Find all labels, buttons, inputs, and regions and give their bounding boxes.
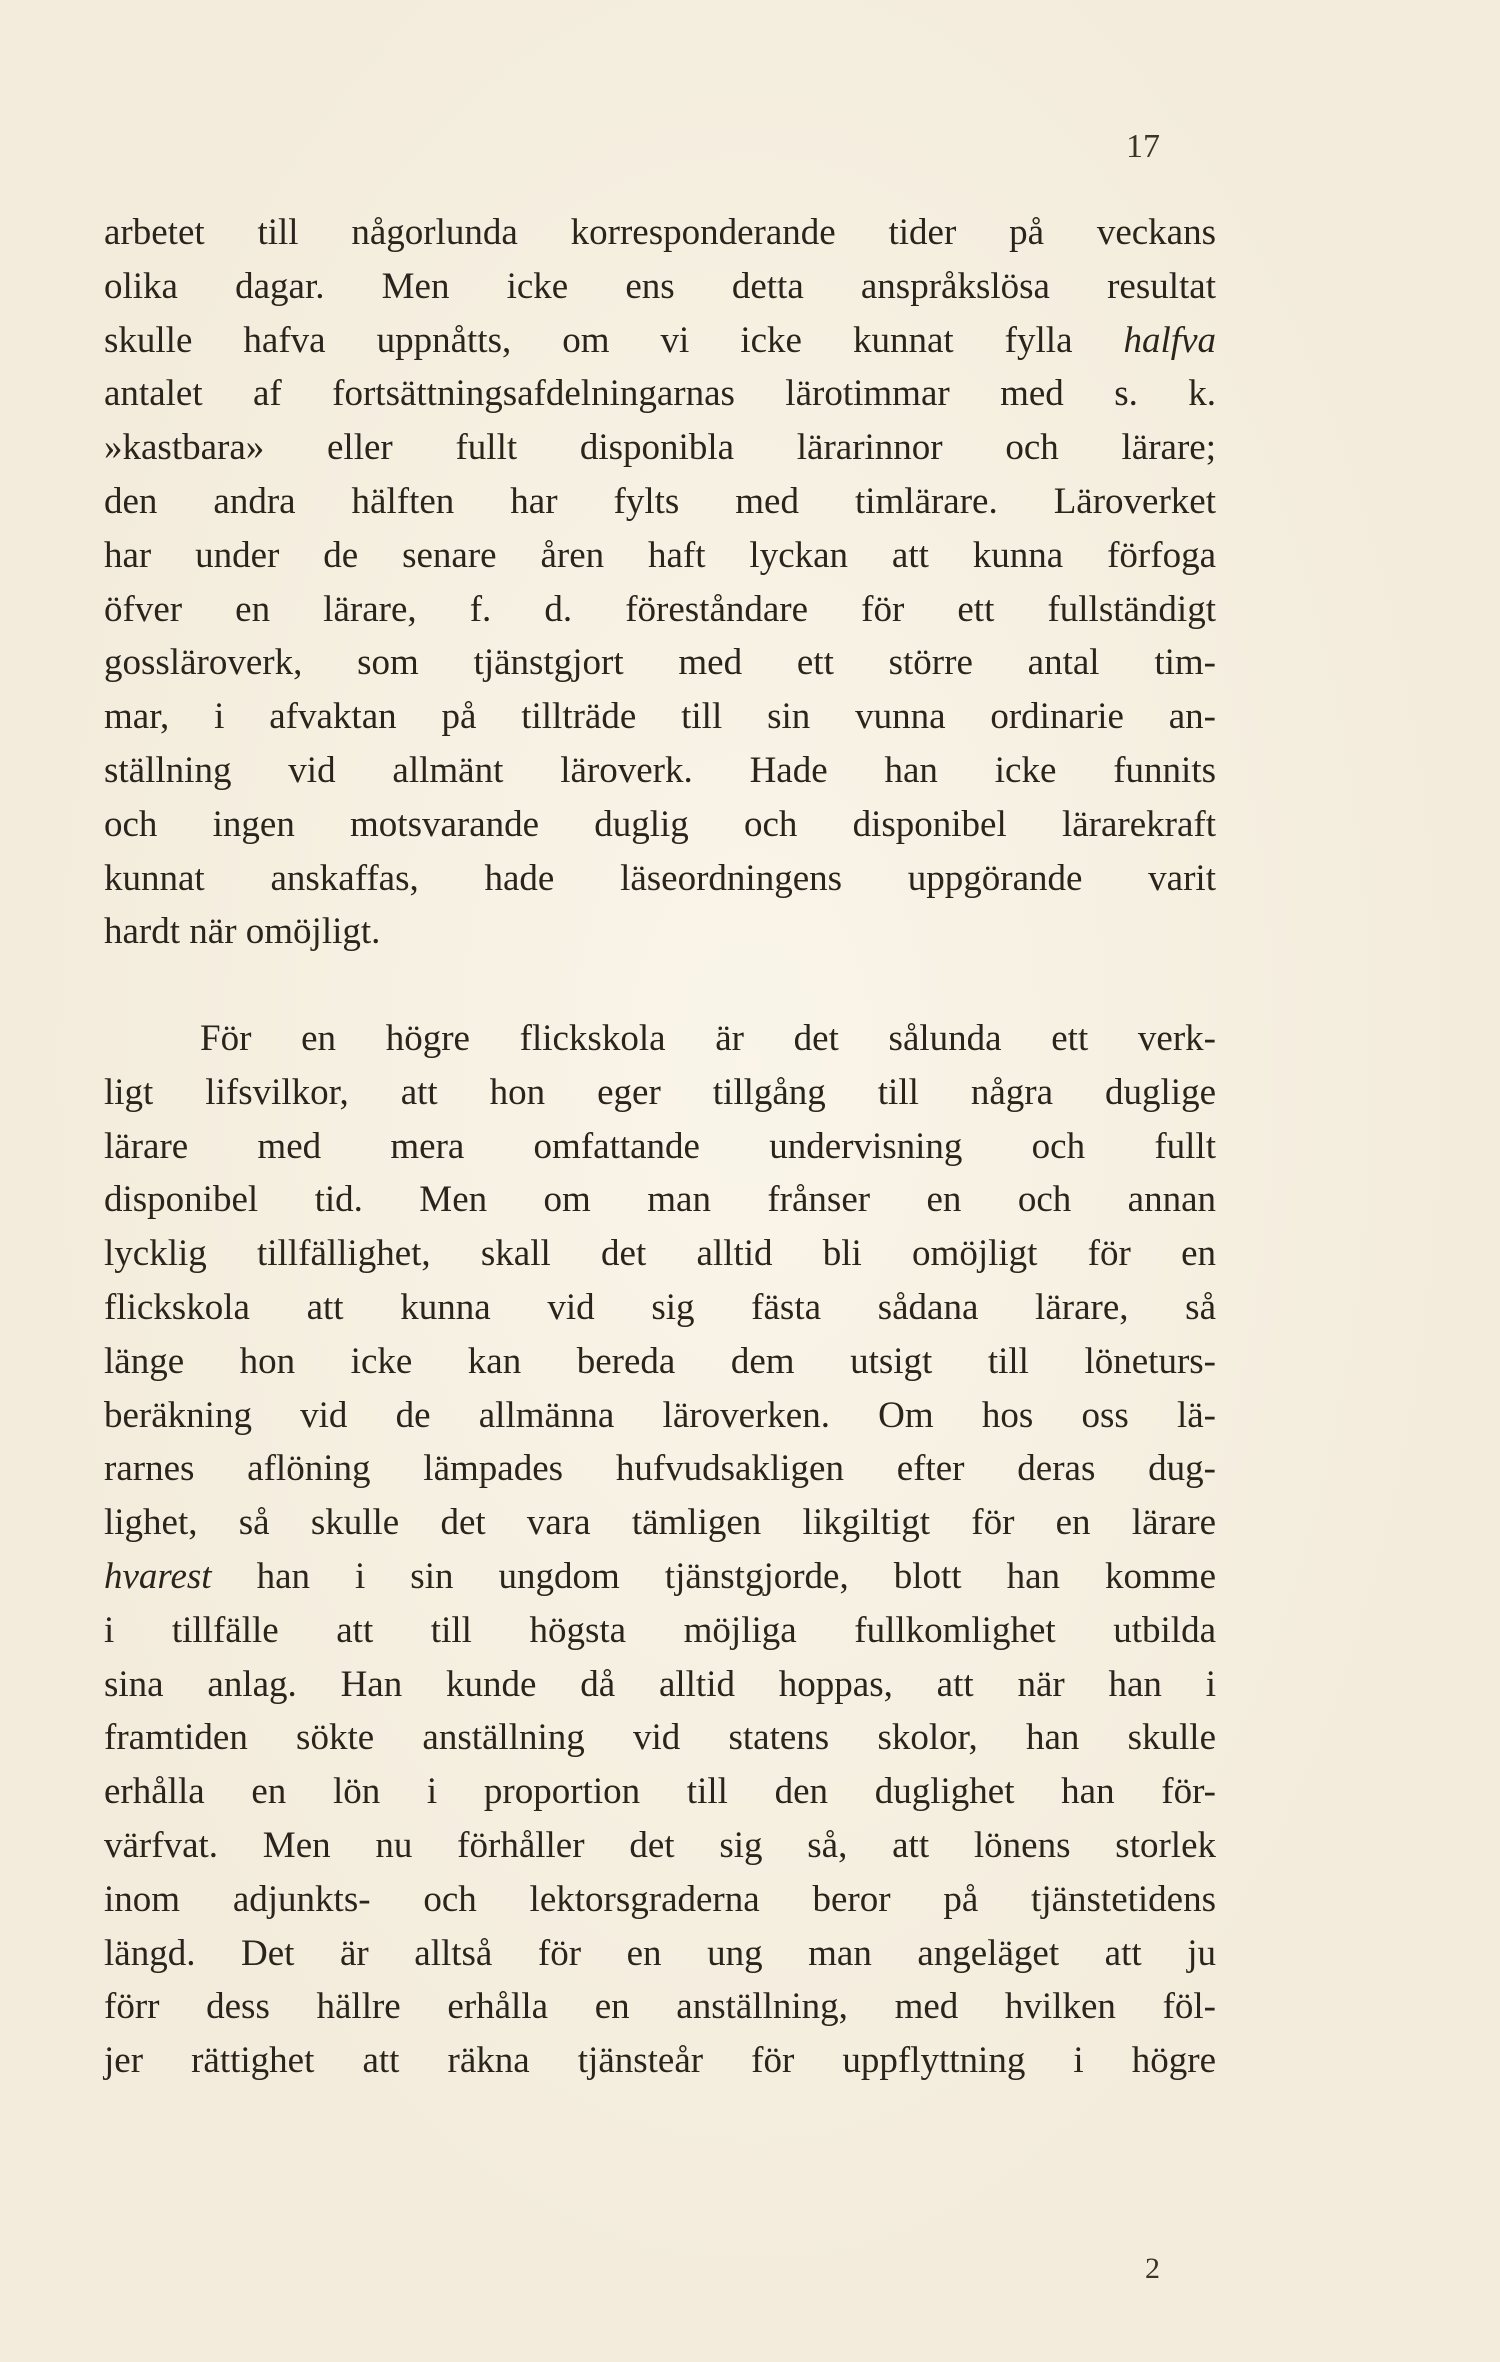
text-line: För en högre flickskola är det sålunda ett verk- bbox=[200, 1018, 1216, 1059]
signature-mark: 2 bbox=[1145, 2252, 1160, 2285]
page-number: 17 bbox=[1126, 128, 1160, 165]
text-line: disponibel tid. Men om man frånser en och annan bbox=[104, 1179, 1216, 1221]
paragraph-2 bbox=[104, 1012, 1216, 2088]
text-line: framtiden sökte anställning vid statens skolor, han skulle bbox=[104, 1717, 1216, 1759]
text-line: lärare med mera omfattande undervisning och fullt bbox=[104, 1125, 1216, 1167]
text-line: mar, i afvaktan på tillträde till sin vunna ordinarie an- bbox=[104, 696, 1216, 738]
text-line: den andra hälften har fylts med timlärare. Läroverket bbox=[104, 480, 1216, 522]
text-line bbox=[104, 1550, 1216, 1604]
text-line: »kastbara» eller fullt disponibla lärarinnor och lärare; bbox=[104, 427, 1216, 469]
italic-word: hvarest bbox=[104, 1555, 212, 1597]
text-line: har under de senare åren haft lyckan att kunna förfoga bbox=[104, 534, 1216, 576]
text-line: arbetet till någorlunda korresponderande tider på veckans bbox=[104, 212, 1216, 253]
text-line: gossläroverk, som tjänstgjort med ett större antal tim- bbox=[104, 642, 1216, 684]
text-line: flickskola att kunna vid sig fästa sådana lärare, så bbox=[104, 1286, 1216, 1328]
italic-word: halfva bbox=[1123, 319, 1217, 361]
text-line-segment: han i sin ungdom tjänstgjorde, blott han komme bbox=[256, 1555, 1216, 1597]
text-line: värfvat. Men nu förhåller det sig så, att lönens storlek bbox=[104, 1824, 1216, 1866]
text-line: förr dess hällre erhålla en anställning, med hvilken föl- bbox=[104, 1986, 1216, 2028]
text-line: rarnes aflöning lämpades hufvudsakligen efter deras dug- bbox=[104, 1448, 1216, 1490]
paragraph-1 bbox=[104, 206, 1216, 959]
text-line: antalet af fortsättningsafdelningarnas lärotimmar med s. k. bbox=[104, 373, 1216, 415]
text-line: jer rättighet att räkna tjänsteår för uppflyttning i högre bbox=[104, 2040, 1216, 2082]
text-line: i tillfälle att till högsta möjliga fullkomlighet utbilda bbox=[104, 1609, 1216, 1651]
text-line: ställning vid allmänt läroverk. Hade han icke funnits bbox=[104, 749, 1216, 791]
text-line: beräkning vid de allmänna läroverken. Om hos oss lä- bbox=[104, 1394, 1216, 1436]
text-line: hardt när omöjligt. bbox=[104, 911, 381, 953]
text-line bbox=[104, 314, 1216, 368]
text-line: länge hon icke kan bereda dem utsigt till löneturs- bbox=[104, 1340, 1216, 1382]
text-line: ligt lifsvilkor, att hon eger tillgång till några duglige bbox=[104, 1071, 1216, 1113]
text-line: lighet, så skulle det vara tämligen likgiltigt för en lärare bbox=[104, 1502, 1216, 1544]
text-line: öfver en lärare, f. d. föreståndare för ett fullständigt bbox=[104, 588, 1216, 630]
text-line: längd. Det är alltså för en ung man angeläget att ju bbox=[104, 1932, 1216, 1974]
text-line: erhålla en lön i proportion till den duglighet han för- bbox=[104, 1771, 1216, 1813]
text-line: lycklig tillfällighet, skall det alltid bli omöjligt för en bbox=[104, 1233, 1216, 1275]
text-line: kunnat anskaffas, hade läseordningens uppgörande varit bbox=[104, 857, 1216, 899]
text-line: inom adjunkts- och lektorsgraderna beror på tjänstetidens bbox=[104, 1878, 1216, 1920]
text-line-segment: skulle hafva uppnåtts, om vi icke kunnat fylla bbox=[104, 319, 1073, 361]
text-line: och ingen motsvarande duglig och disponibel lärarekraft bbox=[104, 803, 1216, 845]
text-line: olika dagar. Men icke ens detta anspråkslösa resultat bbox=[104, 265, 1216, 307]
text-line: sina anlag. Han kunde då alltid hoppas, att när han i bbox=[104, 1663, 1216, 1705]
